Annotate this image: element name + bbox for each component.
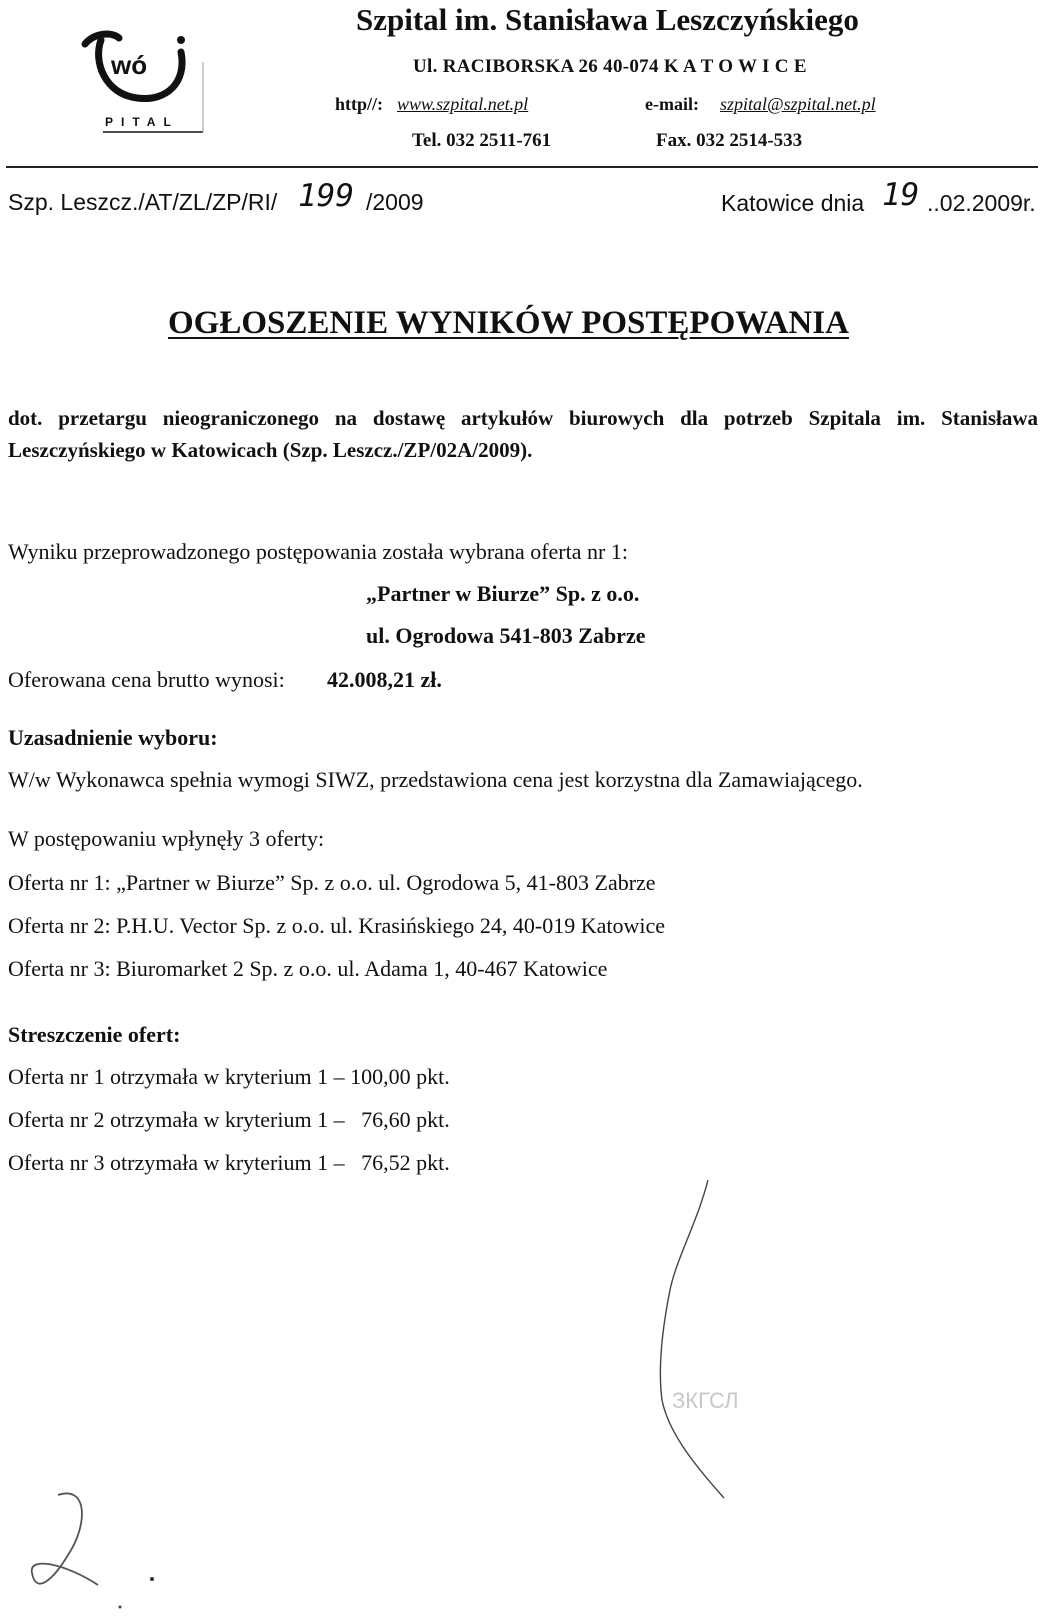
reference-number-handwritten: 199 (298, 178, 354, 214)
website-link[interactable]: www.szpital.net.pl (397, 94, 529, 114)
justification-text: W/w Wykonawca spełnia wymogi SIWZ, przedstawiona cena jest korzystna dla Zamawiającego. (8, 767, 863, 792)
header-divider (6, 166, 1038, 168)
winner-name: „Partner w Biurze” Sp. z o.o. (366, 581, 640, 606)
score-item: Oferta nr 1 otrzymała w kryterium 1 – 100,00 pkt. (8, 1064, 450, 1089)
subject-paragraph: dot. przetargu nieograniczonego na dostawę artykułów biurowych dla potrzeb Szpitala im. Stanisława Leszczyńskiego w Katowicach (Szp. Leszcz./ZP/02A/2009). (8, 406, 1038, 462)
date-day-handwritten: 19 (882, 177, 920, 213)
score-item: Oferta nr 2 otrzymała w kryterium 1 – 76,60 pkt. (8, 1107, 450, 1132)
offer-item: Oferta nr 1: „Partner w Biurze” Sp. z o.o. ul. Ogrodowa 5, 41-803 Zabrze (8, 870, 656, 895)
email-label: e-mail: (645, 94, 699, 114)
offers-intro: W postępowaniu wpłynęły 3 oferty: (8, 826, 325, 851)
winner-address: ul. Ogrodowa 541-803 Zabrze (366, 623, 646, 648)
fax: Fax. 032 2514-533 (656, 130, 803, 151)
reference-prefix: Szp. Leszcz./AT/ZL/ZP/RI/ (8, 189, 278, 215)
document-title: OGŁOSZENIE WYNIKÓW POSTĘPOWANIA (168, 305, 849, 341)
offer-item: Oferta nr 3: Biuromarket 2 Sp. z o.o. ul. Adama 1, 40-467 Katowice (8, 956, 608, 981)
email-link[interactable]: szpital@szpital.net.pl (720, 94, 876, 114)
result-intro: Wyniku przeprowadzonego postępowania została wybrana oferta nr 1: (8, 539, 628, 564)
hospital-address: Ul. RACIBORSKA 26 40-074 K A T O W I C E (413, 56, 807, 77)
telephone: Tel. 032 2511-761 (412, 130, 552, 151)
price-value: 42.008,21 zł. (327, 667, 442, 692)
hospital-logo (75, 22, 215, 142)
www-label: http//: (335, 94, 384, 114)
date-rest: ..02.2009r. (927, 190, 1036, 216)
logo-subtext: PITAL (105, 115, 179, 129)
justification-heading: Uzasadnienie wyboru: (8, 725, 218, 750)
faint-stamp-text: ЗКГСЛ (672, 1388, 739, 1413)
hospital-name: Szpital im. Stanisława Leszczyńskiego (356, 2, 859, 37)
handwritten-initial-mark (28, 1485, 168, 1620)
summary-heading: Streszczenie ofert: (8, 1022, 181, 1047)
reference-year: /2009 (366, 189, 424, 215)
offer-item: Oferta nr 2: P.H.U. Vector Sp. z o.o. ul. Krasińskiego 24, 40-019 Katowice (8, 913, 666, 938)
price-label: Oferowana cena brutto wynosi: (8, 667, 285, 692)
score-item: Oferta nr 3 otrzymała w kryterium 1 – 76,52 pkt. (8, 1150, 450, 1175)
svg-text:wó: wó (111, 50, 148, 80)
date-prefix: Katowice dnia (721, 190, 865, 216)
pen-signature-mark (640, 1180, 760, 1500)
